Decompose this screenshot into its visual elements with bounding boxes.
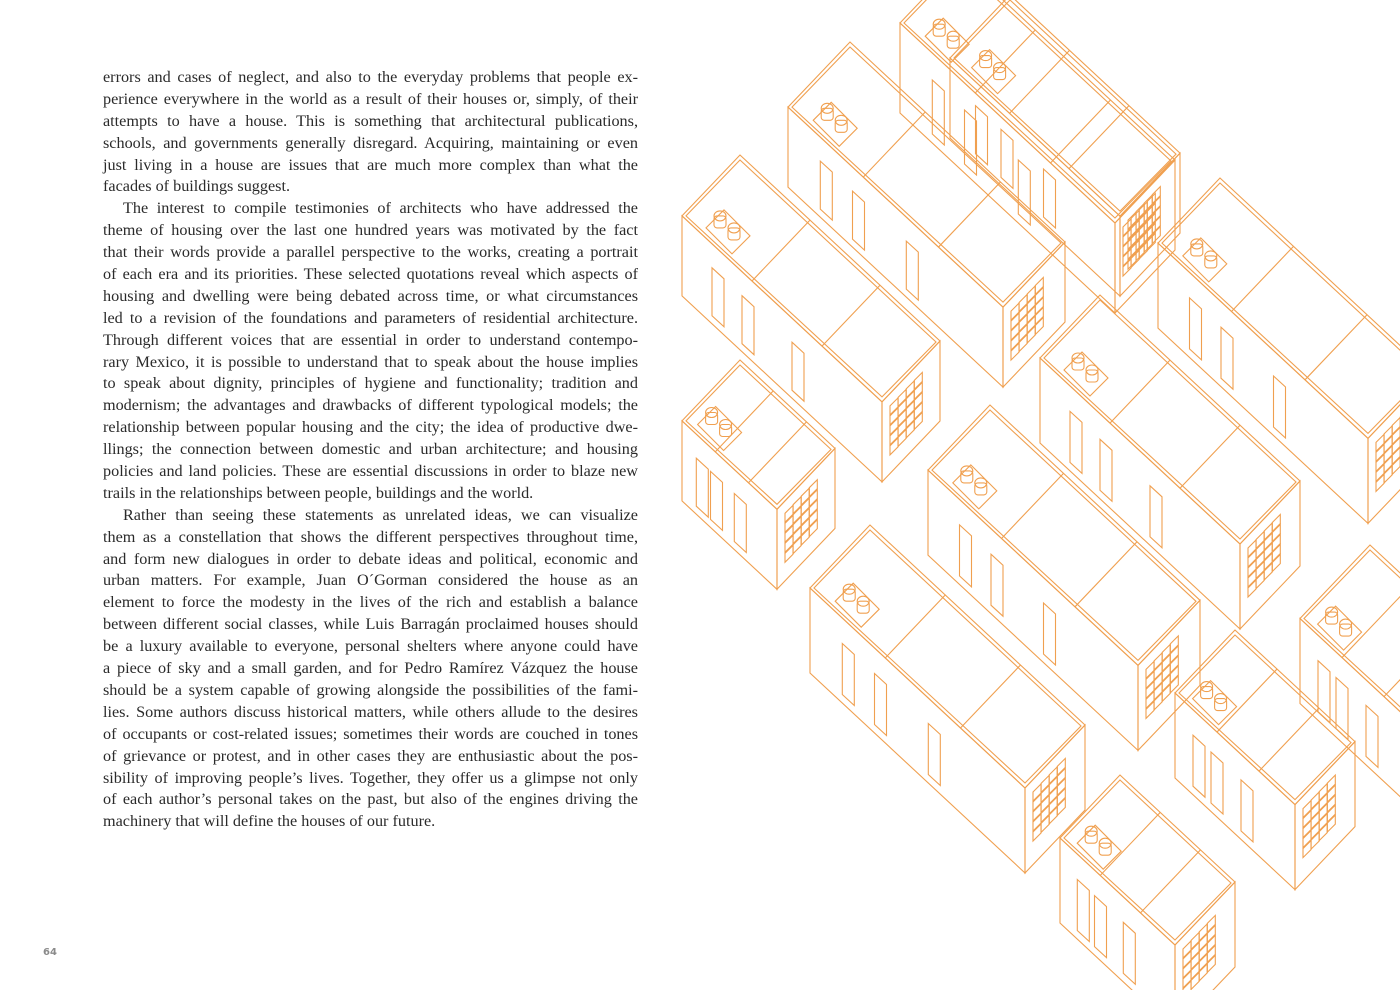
roof-division [1002, 473, 1064, 538]
building-front-wall [1175, 693, 1295, 890]
door [1100, 439, 1112, 501]
chimney-body [1215, 699, 1227, 711]
text-line: policies and land policies. These are essential discussions in order to blaze new [103, 462, 638, 481]
building-roof [1175, 630, 1355, 805]
roof-division [1075, 542, 1137, 607]
roof-division [863, 112, 925, 177]
text-line: attempts to have a house. This is something that architectural publications, [103, 111, 638, 130]
building-front-wall [900, 23, 1115, 313]
building-side-wall [1003, 242, 1065, 387]
building-front-wall [1300, 619, 1400, 816]
text-line: element to force the modesty in the lives of the rich and establish a balance [103, 593, 638, 612]
text-line: urban matters. For example, Juan O´Gorman considered the house as an [103, 571, 638, 590]
door [1150, 486, 1162, 548]
text-line: Rather than seeing these statements as unrelated ideas, we can visualize [123, 505, 638, 524]
roof-division [939, 182, 1001, 247]
text-line: facades of buildings suggest. [103, 177, 291, 196]
text-line: lies. Some authors discuss historical matters, while others allude to the desires [103, 702, 638, 721]
chimney-body [1099, 843, 1111, 855]
chimney-body [1340, 624, 1352, 636]
door [1001, 129, 1013, 188]
text-line: just living in a house are issues that are much more complex than what the [103, 155, 638, 174]
roof-division [1384, 623, 1400, 697]
roof-division [749, 422, 807, 483]
roof-division [1010, 50, 1070, 113]
chimney-body [720, 425, 732, 437]
door [928, 724, 940, 786]
text-line: errors and cases of neglect, and also to the everyday problems that people ex- [103, 68, 638, 86]
door [1077, 880, 1089, 942]
door [906, 241, 918, 300]
door [1190, 298, 1202, 360]
door [742, 296, 754, 355]
roof-division [1069, 106, 1129, 169]
building-side-wall [777, 448, 835, 589]
building-roof [810, 525, 1085, 788]
chimney-body [1205, 256, 1217, 268]
building-roof [682, 155, 940, 402]
building-parapet [1162, 183, 1400, 433]
text-line: that their words provide a parallel perspective to the works, creating a portrait [103, 243, 638, 262]
door [1366, 705, 1378, 767]
door [932, 80, 944, 145]
chimney-body [835, 120, 847, 132]
door [1274, 376, 1286, 438]
text-line: be a luxury available to everyone, personal shelters where anyone could have [103, 637, 638, 656]
door [1193, 735, 1205, 797]
roof-division [885, 595, 945, 658]
building-front-wall [928, 470, 1138, 750]
building-roof [1300, 545, 1400, 730]
roof-division [1100, 812, 1160, 875]
roof-division [752, 220, 810, 281]
chimney-body [1086, 370, 1098, 382]
roof-division [1259, 708, 1319, 771]
text-line: Through different voices that are essential in order to understand contempo- [103, 330, 638, 349]
building-side-wall [882, 341, 940, 482]
text-line: relationship between popular housing and the city; the idea of productive dwe- [103, 418, 638, 437]
door [1044, 603, 1056, 665]
roof-division [715, 391, 773, 452]
door [696, 458, 708, 517]
door [853, 191, 865, 250]
door [1241, 780, 1253, 842]
text-line: between different social classes, while Luis Barragán proclaimed houses should [103, 615, 638, 634]
text-line: of each author’s personal takes on the past, but also of the engines driving the [103, 790, 638, 809]
building-roof [900, 0, 1175, 223]
door [875, 674, 887, 736]
text-line: trails in the relationships between people, buildings and the world. [103, 483, 534, 502]
door [712, 268, 724, 327]
roof-division [975, 30, 1035, 93]
chimney-body [728, 228, 740, 240]
chimney-body [947, 36, 959, 48]
text-line: machinery that will define the houses of our future. [103, 812, 436, 831]
text-line: llings; the connection between domestic and urban architecture; and housing [103, 440, 638, 459]
text-line: to speak about dignity, principles of hygiene and functionality; tradition and [103, 374, 638, 393]
text-line: sibility of improving people’s lives. Together, they offer us a glimpse not only [103, 768, 638, 787]
text-line: them as a constellation that shows the different perspectives throughout time, [103, 527, 638, 546]
door [1070, 411, 1082, 473]
chimney-body [994, 68, 1006, 80]
building-roof [950, 0, 1180, 216]
building-front-wall [810, 588, 1025, 873]
door [820, 161, 832, 220]
building-side-wall [1120, 153, 1180, 296]
door [1044, 169, 1056, 228]
roof-division [1110, 360, 1170, 423]
roof-division [1232, 246, 1294, 311]
window-pane [1183, 981, 1191, 990]
roof-division [1180, 425, 1240, 488]
roof-division [822, 285, 880, 346]
building-roof [788, 42, 1065, 307]
building-parapet [932, 410, 1196, 660]
door [711, 471, 723, 530]
text-line: of grievance or protest, and in other cases they are enthusiastic about the pos- [103, 746, 638, 765]
door [991, 554, 1003, 616]
text-line: should be a system capable of growing alongside the possibilities of the fami- [103, 680, 638, 699]
door [960, 525, 972, 587]
page-number: 64 [43, 947, 57, 958]
chimney-body [975, 483, 987, 495]
roof-division [1051, 100, 1111, 163]
roof-division [961, 665, 1021, 728]
text-line: housing and dwelling were being debated across time, or what circumstances [103, 286, 638, 305]
text-line: rary Mexico, it is possible to understand that to speak about the house implies [103, 352, 638, 371]
text-line: modernism; the advantages and drawbacks of different typological models; the [103, 396, 638, 415]
roof-division [1141, 850, 1201, 913]
text-line: schools, and governments generally disregard. Acquiring, maintaining or even [103, 133, 638, 152]
text-line: led to a revision of the foundations and parameters of residential architecture. [103, 308, 638, 327]
door [965, 110, 977, 175]
door [1221, 327, 1233, 389]
text-line: of occupants or cost-related issues; sometimes their words are couched in tones [103, 724, 638, 743]
door [976, 106, 988, 165]
text-line: and form new dialogues in order to debate ideas and political, economic and [103, 549, 638, 568]
text-line: perience everywhere in the world as a result of their houses or, simply, of their [103, 89, 638, 108]
building-front-wall [1040, 358, 1240, 629]
door [1018, 160, 1030, 225]
building-roof [1158, 178, 1400, 438]
door [792, 342, 804, 401]
text-line: The interest to compile testimonies of architects who have addressed the [123, 199, 638, 218]
building-roof [928, 405, 1200, 665]
building-parapet [954, 0, 1176, 211]
roof-division [1305, 315, 1367, 380]
text-line: theme of housing over the last one hundred years was motivated by the fact [103, 221, 638, 240]
chimney-body [857, 601, 869, 613]
text-line: a piece of sky and a small garden, and for Pedro Ramírez Vázquez the house [103, 659, 638, 678]
door [1211, 752, 1223, 814]
door [734, 494, 746, 553]
door [1095, 896, 1107, 958]
door [842, 644, 854, 706]
building-front-wall [682, 216, 882, 482]
door [1123, 922, 1135, 984]
text-line: of each era and its priorities. These selected quotations reveal which aspects of [103, 265, 638, 284]
